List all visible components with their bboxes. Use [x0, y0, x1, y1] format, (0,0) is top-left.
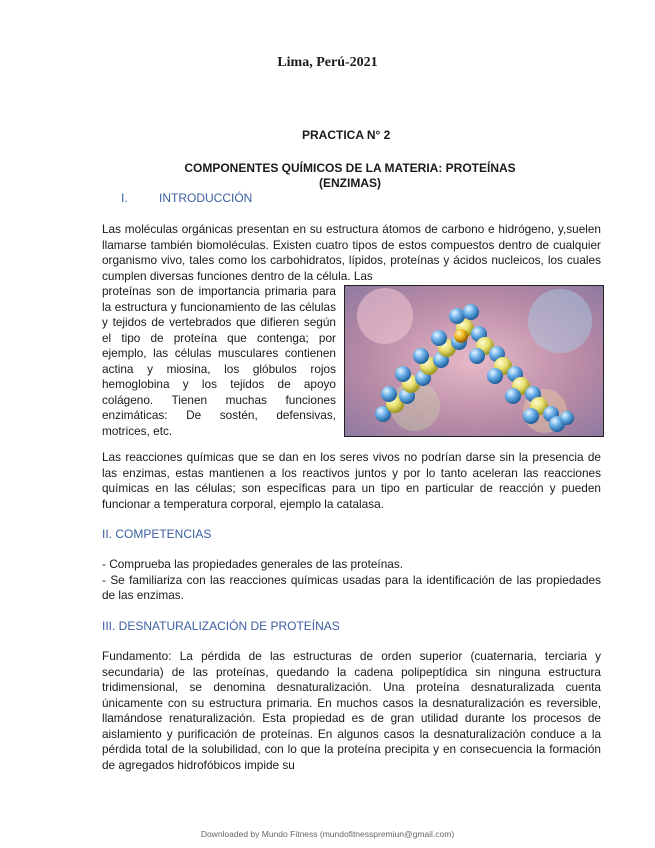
competencias-list	[102, 557, 601, 604]
competencia-item: - Se familiariza con las reacciones químicas usadas para la identificación de las propiedades de las enzimas.	[102, 572, 601, 602]
intro-wrap-paragraph: proteínas son de importancia primaria para la estructura y funcionamiento de las células y tejidos de vertebrados que difieren según el tipo de proteína que contenga; por ejemplo, las células musculares contienen actina y miosina, los glóbulos rojos hemoglobina y los tejidos de apoyo colágeno. Tienen muchas funciones enzimáticas: De sostén, defensivas, motrices, etc.	[102, 284, 336, 438]
practice-number: PRACTICA N° 2	[302, 128, 391, 142]
section-title-intro: INTRODUCCIÓN	[159, 191, 253, 205]
practice-title-line1: COMPONENTES QUÍMICOS DE LA MATERIA: PROTEÍNAS	[184, 161, 516, 175]
competencia-item: - Comprueba las propiedades generales de las proteínas.	[102, 557, 404, 571]
molecule-illustration	[345, 286, 603, 436]
enzimas-paragraph: Las reacciones químicas que se dan en los seres vivos no podrían darse sin la presencia de las enzimas, estas mantienen a los reactivos juntos y por lo tanto aceleran las reacciones químicas en las células; son específicas para un tipo en particular de reacción y pueden funcionar a temperatura corporal, ejemplo la catalasa.	[102, 450, 601, 511]
section-heading-desnaturalizacion: III. DESNATURALIZACIÓN DE PROTEÍNAS	[102, 619, 340, 633]
section-heading-intro	[121, 191, 252, 205]
download-footer: Downloaded by Mundo Fitness (mundofitnesspremiun@gmail.com)	[200, 829, 455, 839]
place-year: Lima, Perú-2021	[277, 55, 378, 70]
intro-paragraph: Las moléculas orgánicas presentan en su estructura átomos de carbono e hidrógeno, y,suelen llamarse también biomoléculas. Existen cuatro tipos de estos compuestos dentro de cualquier organismo vivo, tales como los carbohidratos, lípidos, proteínas y ácidos nucleicos, los cuales cumplen diversas funciones dentro de la célula. Las	[102, 222, 601, 283]
section-heading-competencias: II. COMPETENCIAS	[102, 527, 212, 541]
practice-title-line2: (ENZIMAS)	[319, 176, 381, 190]
molecule-image	[344, 285, 604, 437]
section-number-intro: I.	[121, 191, 128, 205]
practice-title	[150, 161, 550, 191]
fundamento-paragraph: Fundamento: La pérdida de las estructuras de orden superior (cuaternaria, terciaria y secundaria) de las proteínas, quedando la cadena polipeptídica sin ninguna estructura tridimensional, se denomina desnaturalización. Una proteína desnaturalizada cuenta únicamente con su estructura primaria. En muchos casos la desnaturalización es reversible, llamándose renaturalización. Esta propiedad es de gran utilidad durante los procesos de aislamiento y purificación de proteínas. En algunos casos la desnaturalización conduce a la pérdida total de la solubilidad, con lo que la proteína precipita y en consecuencia la formación de agregados hidrofóbicos impide su	[102, 649, 601, 772]
